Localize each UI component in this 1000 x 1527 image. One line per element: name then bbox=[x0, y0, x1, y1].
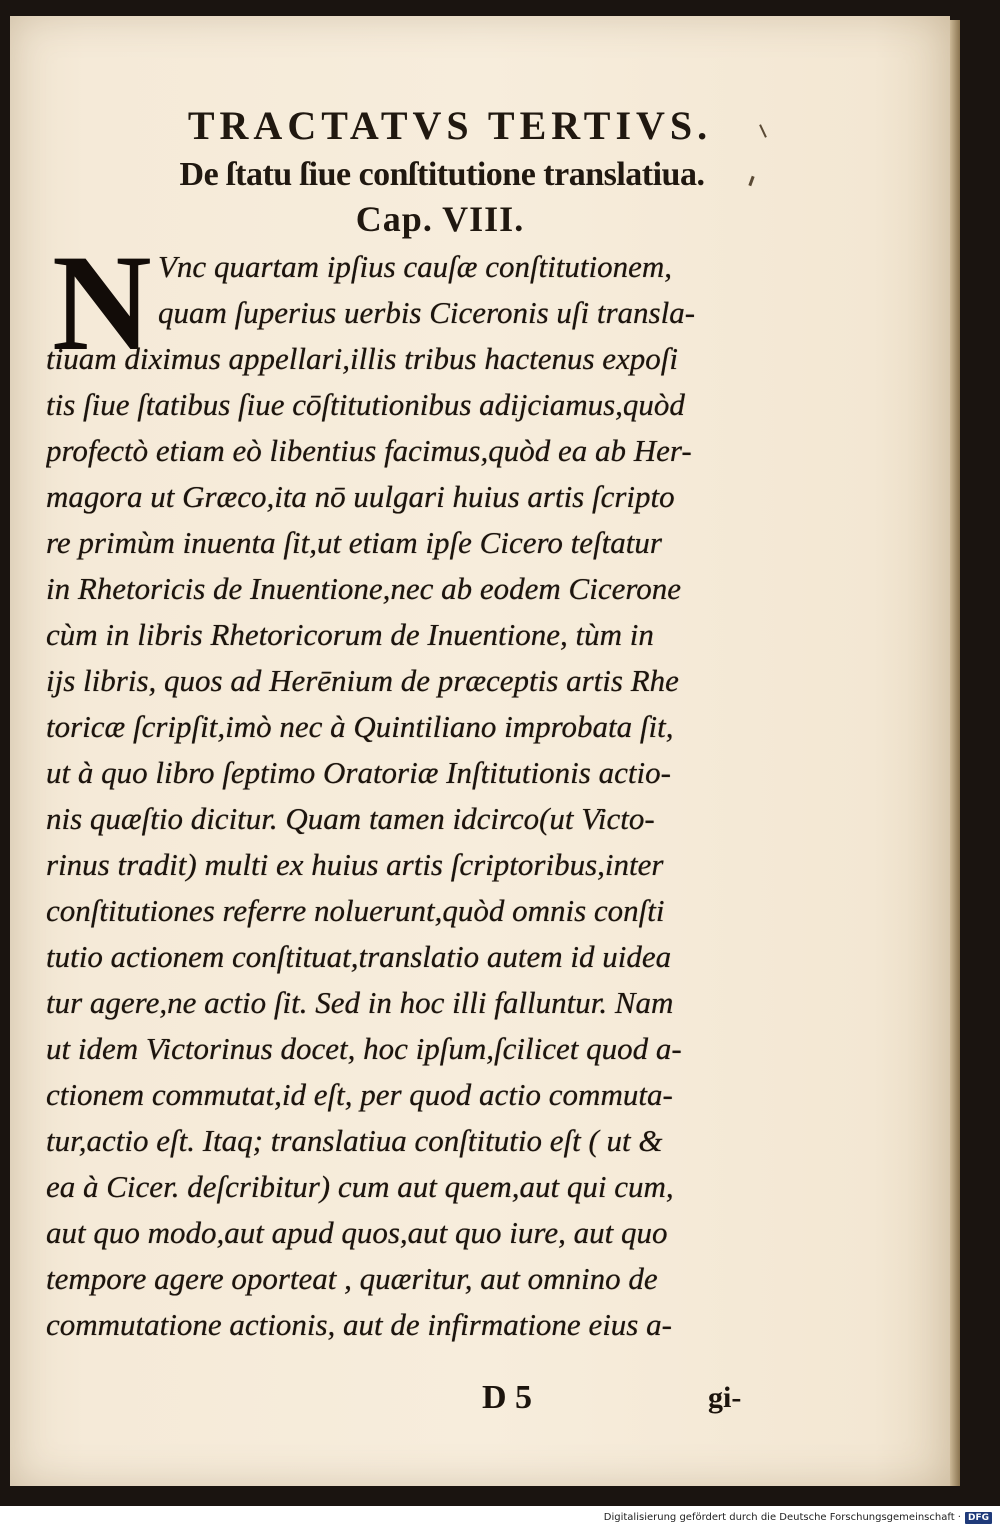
text-line: toricæ ſcripſit,imò nec à Quintiliano improbata ſit, bbox=[46, 709, 674, 744]
text-line: tempore agere oporteat , quæritur, aut omnino de bbox=[46, 1261, 658, 1296]
text-line: ut à quo libro ſeptimo Oratoriæ Inſtitutionis actio- bbox=[46, 755, 671, 790]
text-line: tis ſiue ſtatibus ſiue cōſtitutionibus adijciamus,quòd bbox=[46, 387, 685, 422]
text-line: tur,actio eſt. Itaq; translatiua conſtitutio eſt ( ut & bbox=[46, 1123, 663, 1158]
text-line: commutatione actionis, aut de infirmatione eius a- bbox=[46, 1307, 672, 1342]
treatise-title: TRACTATVS TERTIVS. bbox=[187, 103, 713, 148]
text-line: ctionem commutat,id eſt, per quod actio commuta- bbox=[46, 1077, 673, 1112]
digitization-credit bbox=[604, 1510, 992, 1526]
text-line: magora ut Græco,ita nō uulgari huius artis ſcripto bbox=[46, 479, 675, 514]
text-line: tiuam diximus appellari,illis tribus hactenus expoſi bbox=[46, 341, 679, 376]
text-line: conſtitutiones referre noluerunt,quòd omnis conſti bbox=[46, 893, 665, 928]
section-subtitle: De ſtatu ſiue conſtitutione translatiua. bbox=[179, 156, 705, 193]
text-line: tutio actionem conſtituat,translatio autem id uidea bbox=[46, 939, 672, 974]
text-line: Vnc quartam ipſius cauſæ conſtitutionem, bbox=[158, 249, 673, 284]
credit-text: Digitalisierung gefördert durch die Deutsche Forschungsgemeinschaft · bbox=[603, 1512, 961, 1523]
text-line: re primùm inuenta ſit,ut etiam ipſe Cicero teſtatur bbox=[46, 525, 662, 560]
text-line: rinus tradit) multi ex huius artis ſcriptoribus,inter bbox=[46, 847, 664, 882]
catchword: gi- bbox=[708, 1381, 742, 1414]
signature-mark: D 5 bbox=[482, 1379, 533, 1416]
text-line: ut idem Victorinus docet, hoc ipſum,ſcilicet quod a- bbox=[46, 1031, 682, 1066]
book-page bbox=[10, 16, 950, 1486]
text-line: ijs libris, quos ad Herēnium de præceptis artis Rhe bbox=[46, 663, 679, 698]
chapter-heading: Cap. VIII. bbox=[355, 199, 525, 239]
text-line: cùm in libris Rhetoricorum de Inuentione, tùm in bbox=[46, 617, 654, 652]
page-edge bbox=[950, 20, 960, 1486]
text-line: in Rhetoricis de Inuentione,nec ab eodem Cicerone bbox=[46, 571, 682, 606]
text-line: profectò etiam eò libentius facimus,quòd ea ab Her- bbox=[46, 433, 692, 468]
dfg-logo: DFG bbox=[965, 1512, 992, 1524]
text-line: quam ſuperius uerbis Ciceronis uſi transla- bbox=[158, 295, 696, 330]
text-line: ea à Cicer. deſcribitur) cum aut quem,aut qui cum, bbox=[46, 1169, 674, 1204]
drop-cap-initial: N bbox=[52, 226, 152, 379]
text-line: tur agere,ne actio ſit. Sed in hoc illi falluntur. Nam bbox=[46, 985, 674, 1020]
text-line: aut quo modo,aut apud quos,aut quo iure, aut quo bbox=[46, 1215, 668, 1250]
text-line: nis quæſtio dicitur. Quam tamen idcirco(ut Victo- bbox=[46, 801, 655, 836]
